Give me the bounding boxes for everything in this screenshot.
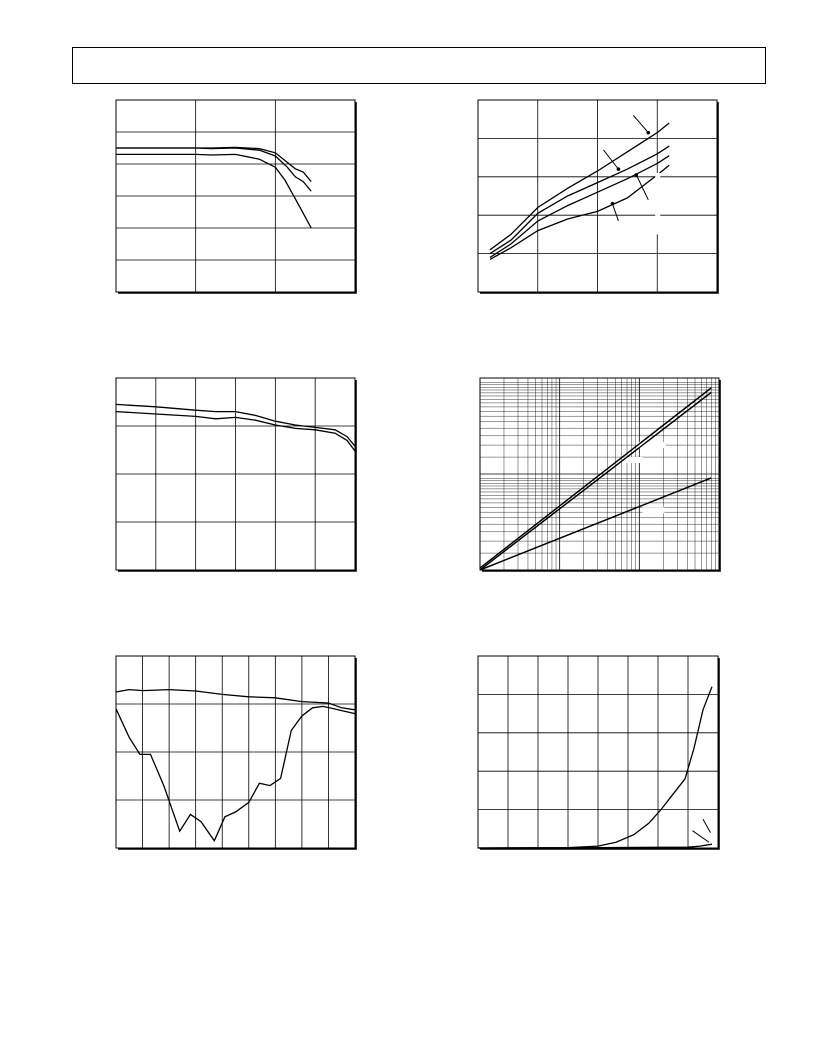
plot-frame-shadow xyxy=(118,102,356,293)
series-line-2 xyxy=(116,706,355,840)
plot-grid xyxy=(478,656,718,848)
plot-grid xyxy=(116,100,355,292)
pointer-arrow-head-2 xyxy=(617,167,621,171)
plot-frame-shadow xyxy=(480,658,719,849)
series-line-3 xyxy=(490,156,669,258)
chart-6 xyxy=(478,656,721,851)
plot-grid xyxy=(480,378,719,570)
plot-grid xyxy=(478,100,717,292)
pointer-arrow-head-4 xyxy=(611,202,615,206)
pointer-arrow-head-3 xyxy=(635,173,639,177)
plot-frame-shadow xyxy=(118,658,356,849)
pointer-arrow-1 xyxy=(693,831,710,843)
pointer-arrow-head-1 xyxy=(646,131,650,135)
chart-4 xyxy=(480,378,722,573)
pointer-arrow-1 xyxy=(633,115,648,132)
pointer-arrow-3 xyxy=(636,175,648,200)
chart-1 xyxy=(116,100,358,295)
series-line-1 xyxy=(478,687,712,848)
page-header-box xyxy=(72,47,766,84)
plot-grid xyxy=(116,656,355,848)
pointer-arrow-4 xyxy=(612,204,618,221)
chart-5 xyxy=(116,656,358,851)
series-line-overlay-3 xyxy=(480,478,711,570)
series-line-4 xyxy=(490,165,669,259)
label-gap xyxy=(655,173,660,234)
plot-frame-shadow xyxy=(480,102,718,293)
series-line-3 xyxy=(116,154,311,228)
label-gap-1 xyxy=(625,457,643,463)
plot-frame-shadow xyxy=(118,380,356,571)
pointer-arrow-2 xyxy=(703,819,711,832)
label-gap-3 xyxy=(642,507,664,513)
chart-3 xyxy=(116,378,358,573)
series-line-overlay-2 xyxy=(480,392,711,570)
chart-2 xyxy=(478,100,720,295)
